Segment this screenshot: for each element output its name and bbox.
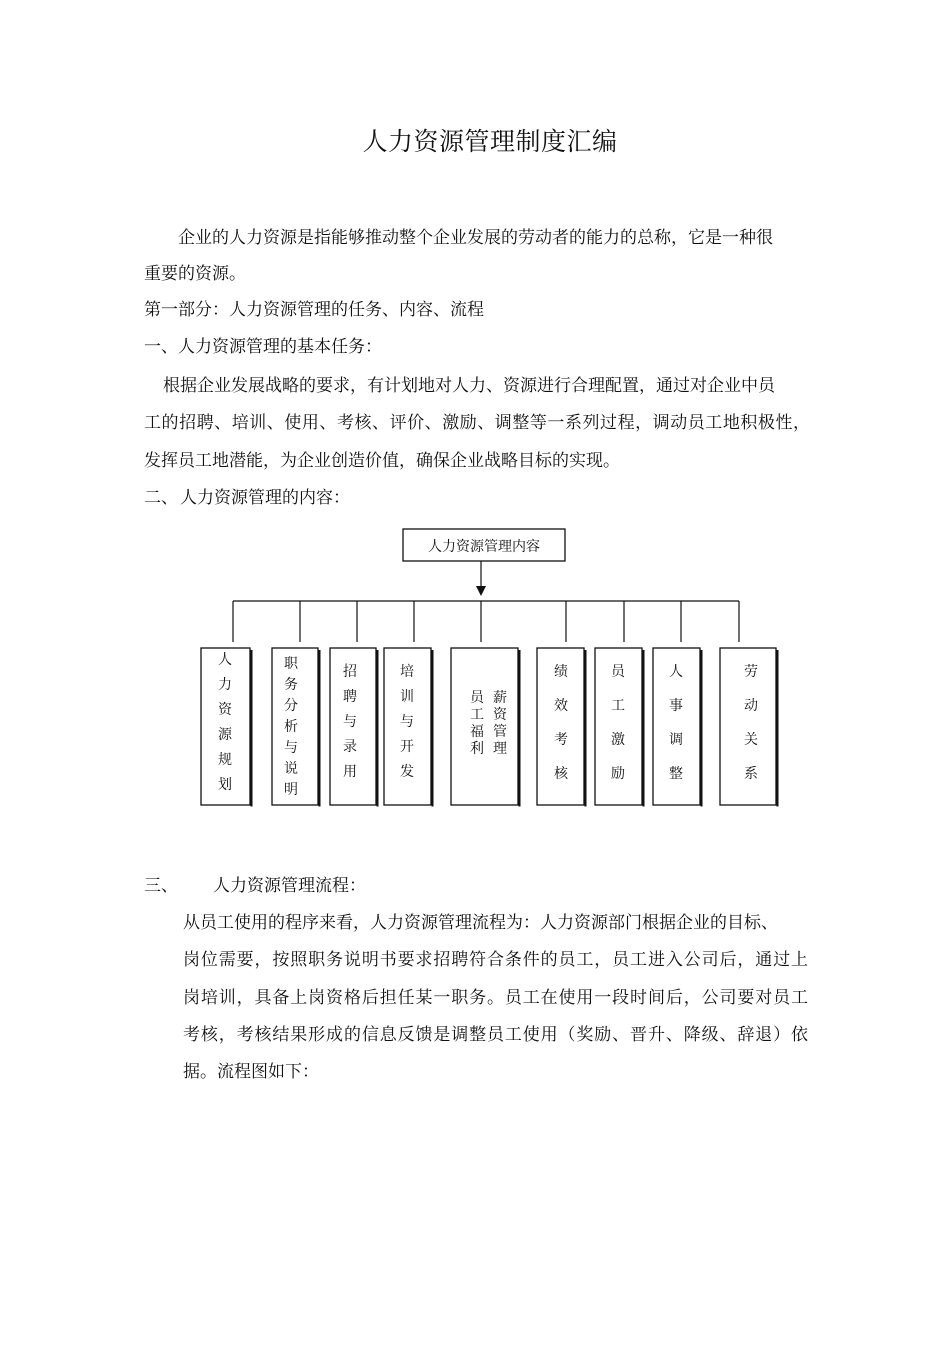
org-box-frame (451, 648, 518, 805)
org-box-char: 理 (493, 741, 507, 757)
org-box-char: 调 (669, 732, 683, 748)
org-box-char: 规 (218, 752, 232, 768)
org-box-char: 用 (343, 764, 357, 780)
org-box-char: 动 (744, 698, 758, 714)
org-box-b6 (537, 601, 586, 807)
section3-line-5: 据。流程图如下： (183, 1062, 319, 1082)
section3-number: 三、 (144, 876, 178, 896)
org-box-b2 (272, 601, 320, 807)
section1-line-3: 发挥员工地潜能，为企业创造价值，确保企业战略目标的实现。 (144, 451, 620, 471)
part1-heading: 第一部分：人力资源管理的任务、内容、流程 (144, 300, 484, 320)
section1-line-2: 工的招聘、培训、使用、考核、评价、激励、调整等一系列过程，调动员工地积极性， (144, 413, 810, 433)
org-chart-root (403, 529, 565, 561)
org-box-char: 招 (343, 664, 357, 680)
org-box-char: 员 (611, 664, 625, 680)
org-box-char: 工 (470, 707, 484, 723)
org-box-char: 录 (343, 739, 357, 755)
org-box-char: 析 (284, 719, 298, 735)
section2-heading: 人力资源管理的内容： (180, 488, 350, 508)
section3-line-1: 从员工使用的程序来看，人力资源管理流程为：人力资源部门根据企业的目标、 (183, 913, 778, 933)
org-box-char: 整 (669, 766, 683, 782)
org-box-char: 分 (284, 698, 298, 714)
org-box-char: 资 (218, 702, 232, 718)
org-box-char: 人 (218, 652, 232, 668)
intro-line-1: 企业的人力资源是指能够推动整个企业发展的劳动者的能力的总称，它是一种很 (178, 228, 773, 248)
org-box-char: 务 (284, 677, 298, 693)
section3-line-2: 岗位需要，按照职务说明书要求招聘符合条件的员工，员工进入公司后，通过上 (183, 950, 808, 970)
org-box-char: 与 (343, 714, 357, 730)
arrow-down-icon (476, 586, 486, 596)
org-box-char: 劳 (744, 664, 758, 680)
org-box-char: 关 (744, 732, 758, 748)
org-box-char: 员 (470, 690, 484, 706)
org-box-b1 (201, 601, 252, 807)
section3-line-4: 考核，考核结果形成的信息反馈是调整员工使用（奖励、晋升、降级、辞退）依 (183, 1025, 808, 1045)
org-box-char: 管 (493, 724, 507, 740)
org-box-char: 利 (470, 741, 484, 757)
org-box-char: 励 (611, 766, 625, 782)
org-box-char: 源 (218, 727, 232, 743)
org-box-b5 (451, 601, 520, 807)
org-box-char: 人 (669, 664, 683, 680)
org-box-char: 资 (493, 707, 507, 723)
org-box-char: 力 (218, 677, 232, 693)
org-box-b7 (595, 601, 644, 807)
section1-heading: 一、人力资源管理的基本任务： (144, 337, 382, 357)
org-box-char: 开 (400, 739, 414, 755)
org-chart-root-label: 人力资源管理内容 (428, 539, 540, 555)
org-box-char: 培 (400, 664, 414, 680)
org-box-char: 训 (400, 689, 414, 705)
org-box-char: 事 (669, 698, 683, 714)
org-box-char: 与 (400, 714, 414, 730)
section3-line-3: 岗培训，具备上岗资格后担任某一职务。员工在使用一段时间后，公司要对员工 (183, 988, 808, 1008)
org-box-char: 明 (284, 782, 298, 798)
org-box-b9 (720, 601, 778, 807)
org-box-char: 效 (554, 698, 568, 714)
org-box-char: 福 (470, 724, 484, 740)
org-box-char: 核 (554, 766, 568, 782)
org-box-char: 职 (284, 656, 298, 672)
org-box-char: 绩 (554, 664, 568, 680)
intro-line-2: 重要的资源。 (144, 264, 246, 284)
org-box-char: 与 (284, 740, 298, 756)
org-box-char: 工 (611, 698, 625, 714)
org-box-char: 说 (284, 761, 298, 777)
org-box-b4 (384, 601, 433, 807)
section1-line-1: 根据企业发展战略的要求，有计划地对人力、资源进行合理配置，通过对企业中员 (163, 376, 775, 396)
org-box-char: 系 (744, 766, 758, 782)
org-box-char: 划 (218, 777, 232, 793)
org-box-char: 激 (611, 732, 625, 748)
section3-heading: 人力资源管理流程： (213, 876, 366, 896)
org-box-char: 考 (554, 732, 568, 748)
section2-number: 二、 (144, 488, 178, 508)
org-box-char: 聘 (343, 689, 357, 705)
org-box-char: 薪 (493, 690, 507, 706)
page-title: 人力资源管理制度汇编 (362, 127, 618, 156)
org-box-b8 (653, 601, 702, 807)
org-box-char: 发 (400, 764, 414, 780)
org-box-b3 (330, 601, 378, 807)
